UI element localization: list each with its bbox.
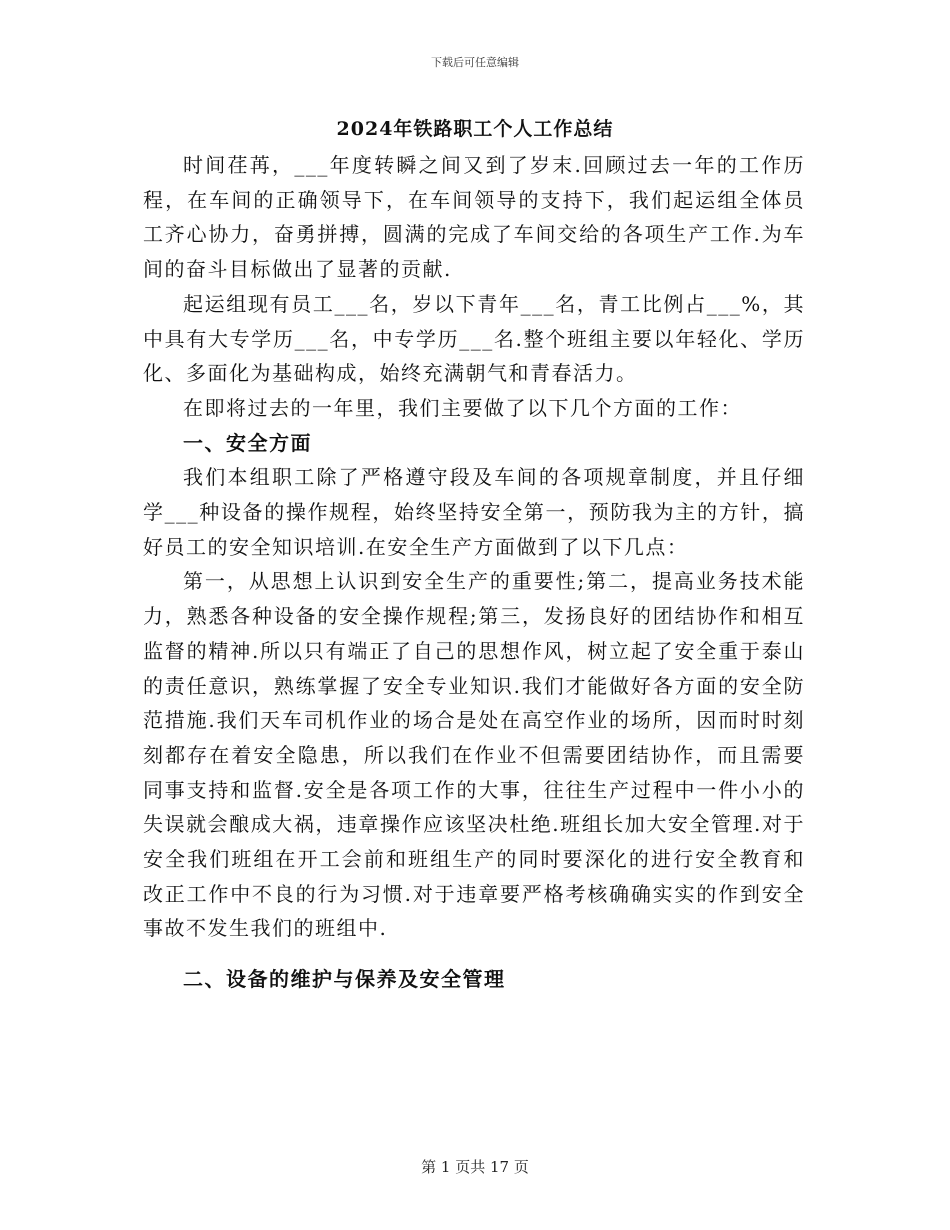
section-heading-equipment: 二、设备的维护与保养及安全管理 — [183, 967, 506, 992]
paragraph-safety-points: 第一，从思想上认识到安全生产的重要性;第二，提高业务技术能力，熟悉各种设备的安全操作规程;第三，发扬良好的团结协作和相互监督的精神.所以只有端正了自己的思想作风，树立起了安全重于泰山的责任意识，熟练掌握了安全专业知识.我们才能做好各方面的安全防范措施.我们天车司机作业的场合是处在高空作业的场所，因而时时刻刻都存在着安全隐患，所以我们在作业不但需要团结协作，而且需要同事支持和监督.安全是各项工作的大事，往往生产过程中一件小小的失误就会酿成大祸，违章操作应该坚决杜绝.班组长加大安全管理.对于安全我们班组在开工会前和班组生产的同时要深化的进行安全教育和改正工作中不良的行为习惯.对于违章要严格考核确确实实的作到安全事故不发生我们的班组中. — [143, 569, 805, 941]
page-footer: 第 1 页共 17 页 — [421, 1158, 529, 1176]
document-body — [143, 148, 805, 997]
paragraph-staff: 起运组现有员工___名，岁以下青年___名，青工比例占___%，其中具有大专学历___名，中专学历___名.整个班组主要以年轻化、学历化、多面化为基础构成，始终充满朝气和青春活力。 — [143, 291, 805, 386]
paragraph-safety-rules: 我们本组职工除了严格遵守段及车间的各项规章制度，并且仔细学___种设备的操作规程，始终坚持安全第一，预防我为主的方针，搞好员工的安全知识培训.在安全生产方面做到了以下几点： — [143, 465, 805, 559]
paragraph-overview: 在即将过去的一年里，我们主要做了以下几个方面的工作： — [183, 395, 742, 420]
document-title: 2024年铁路职工个人工作总结 — [336, 118, 614, 140]
page-header: 下载后可任意编辑 — [431, 56, 519, 69]
section-heading-safety: 一、安全方面 — [183, 430, 312, 455]
paragraph-intro: 时间荏苒，___年度转瞬之间又到了岁末.回顾过去一年的工作历程，在车间的正确领导下，在车间领导的支持下，我们起运组全体员工齐心协力，奋勇拼搏，圆满的完成了车间交给的各项生产工作.为车间的奋斗目标做出了显著的贡献. — [143, 153, 805, 282]
